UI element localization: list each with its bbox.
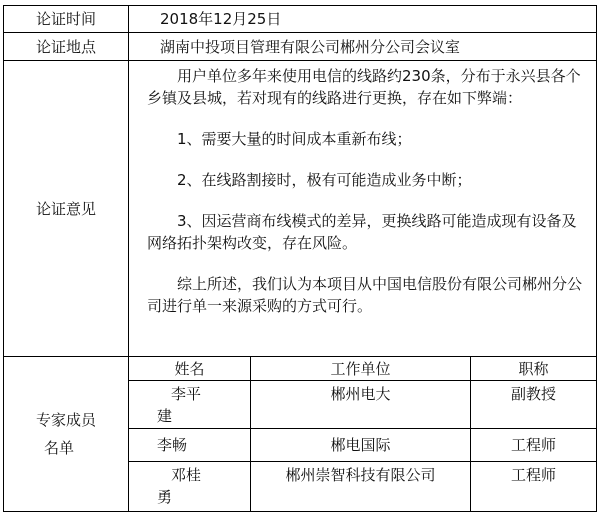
member-name-line2: 勇 <box>157 488 173 507</box>
place-label: 论证地点 <box>4 33 129 61</box>
member-unit: 郴州电大 <box>251 381 471 429</box>
experts-header-row <box>4 357 597 381</box>
time-value: 2018年12月25日 <box>129 6 597 33</box>
member-unit: 郴电国际 <box>251 429 471 461</box>
opinion-paragraph-intro: 用户单位多年来使用电信的线路约230条，分布于永兴县各个乡镇及县城，若对现有的线路进行更换，存在如下弊端： <box>147 67 581 108</box>
experts-label-line2: 名单 <box>44 439 75 458</box>
member-name-line1: 邓桂 <box>171 466 202 485</box>
member-name-line1: 李畅 <box>157 436 188 455</box>
place-value: 湖南中投项目管理有限公司郴州分公司会议室 <box>129 33 597 61</box>
member-title: 工程师 <box>471 461 597 511</box>
header-name: 姓名 <box>129 357 251 381</box>
member-unit: 郴州崇智科技有限公司 <box>251 461 471 511</box>
opinion-paragraph-conclusion: 综上所述，我们认为本项目从中国电信股份有限公司郴州分公司进行单一来源采购的方式可行。 <box>147 275 583 316</box>
opinion-paragraph-point-2: 2、在线路割接时，极有可能造成业务中断； <box>177 171 472 190</box>
member-name-line1: 李平 <box>171 384 202 403</box>
experts-label <box>4 357 129 512</box>
member-title: 工程师 <box>471 429 597 461</box>
opinion-content <box>129 61 597 357</box>
opinion-paragraph-point-3: 3、因运营商布线模式的差异，更换线路可能造成现有设备及网络拓扑架构改变，存在风险。 <box>147 212 577 253</box>
opinion-label: 论证意见 <box>4 61 129 357</box>
member-name <box>129 381 251 429</box>
opinion-row <box>4 61 597 357</box>
time-row <box>4 6 597 33</box>
opinion-paragraph-point-1: 1、需要大量的时间成本重新布线； <box>177 130 412 149</box>
header-title: 职称 <box>471 357 597 381</box>
time-label: 论证时间 <box>4 6 129 33</box>
header-unit: 工作单位 <box>251 357 471 381</box>
member-name-line2: 建 <box>157 406 173 425</box>
member-name <box>129 429 251 461</box>
place-row <box>4 33 597 61</box>
experts-label-line1: 专家成员 <box>35 411 96 430</box>
demonstration-record-table <box>3 5 597 512</box>
member-name <box>129 461 251 511</box>
member-title: 副教授 <box>471 381 597 429</box>
